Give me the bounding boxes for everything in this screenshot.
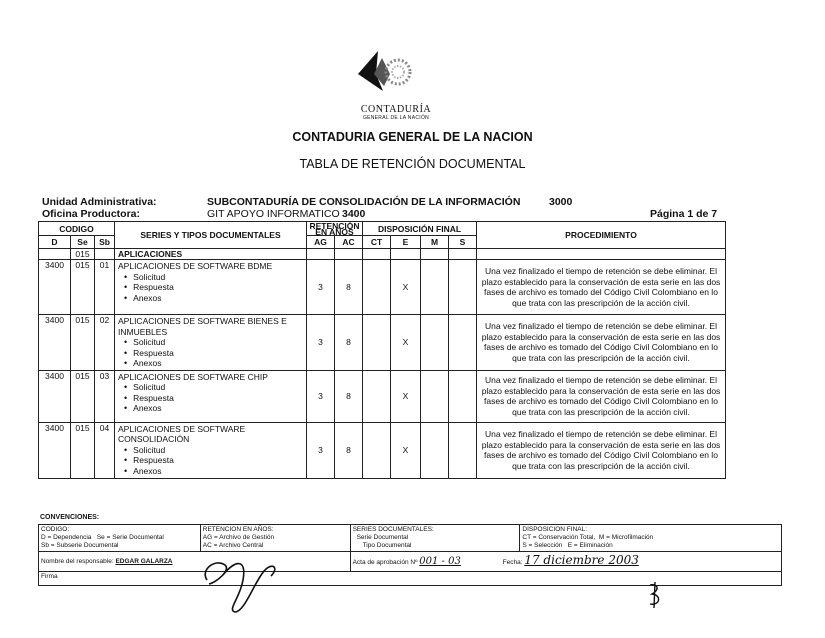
header-se: Se	[71, 236, 95, 249]
unit-code: 3000	[549, 196, 573, 208]
document-type: • Solicitud	[124, 382, 303, 393]
header-m: M	[421, 236, 449, 249]
conv-disposicion-ct: CT = Conservación Total	[522, 534, 594, 541]
office-value: GIT APOYO INFORMATICO	[207, 208, 340, 220]
row-d: 3400	[39, 260, 71, 315]
conv-series	[350, 525, 520, 552]
conventions-table	[38, 524, 782, 586]
table-row	[39, 315, 726, 371]
row-series	[115, 370, 307, 422]
header-e: E	[391, 236, 421, 249]
document-type: • Respuesta	[124, 282, 303, 293]
header-d: D	[39, 236, 71, 249]
row-series	[115, 422, 307, 478]
conv-codigo-sb: Sb = Subserie Documental	[41, 542, 119, 549]
row-se: 015	[71, 260, 95, 315]
document-type: • Respuesta	[124, 393, 303, 404]
header-sb: Sb	[95, 236, 115, 249]
unit-label: Unidad Administrativa:	[42, 196, 157, 208]
conv-disposicion-s: S = Selección	[522, 542, 563, 549]
row-ag: 3	[307, 370, 335, 422]
document-type: • Respuesta	[124, 348, 303, 359]
conv-disposicion-header: DISPOSICION FINAL:	[522, 526, 588, 533]
conv-disposicion: DISPOSICION FINAL: CT = Conservación Total, M = Microfilmación S = Selección E = Eliminación	[520, 525, 782, 552]
row-se: 015	[71, 315, 95, 371]
row-ag: 3	[307, 260, 335, 315]
responsable-label: Nombre del responsable:	[41, 557, 114, 565]
logo-emblem-icon	[338, 46, 448, 106]
row-procedure: Una vez finalizado el tiempo de retención se debe eliminar. El plazo establecido para la conservación de esta serie en las dos fases de archivo es tomado del Código Civil Colombiano en lo que trata con las prescripción de la acción civil.	[477, 315, 726, 371]
header-procedimiento: PROCEDIMIENTO	[477, 222, 726, 249]
office-code: 3400	[342, 208, 366, 220]
row-e: X	[391, 370, 421, 422]
series-name: APLICACIONES	[115, 249, 307, 260]
conv-acta	[350, 552, 781, 572]
conv-disposicion-m: M = Microfilmación	[598, 534, 654, 541]
row-ac: 8	[335, 260, 363, 315]
row-e: X	[391, 315, 421, 371]
table-row	[39, 422, 726, 478]
fecha-label: Fecha:	[502, 559, 523, 566]
conventions-title: CONVENCIONES:	[40, 514, 100, 521]
row-sb: 02	[95, 315, 115, 371]
logo-subtext: GENERAL DE LA NACIÓN	[362, 115, 430, 121]
logo-wordmark: CONTADURÍA	[360, 104, 432, 115]
handwritten-signature-icon	[195, 540, 285, 615]
acta-label: Acta de aprobación Nº	[352, 559, 418, 566]
series-row	[39, 249, 726, 260]
row-sb: 03	[95, 370, 115, 422]
acta-value: 001 - 03	[419, 556, 461, 567]
row-procedure: Una vez finalizado el tiempo de retención se debe eliminar. El plazo establecido para la conservación de esta serie en las dos fases de archivo es tomado del Código Civil Colombiano en lo que trata con las prescripción de la acción civil.	[477, 370, 726, 422]
page-indicator: Página 1 de 7	[650, 208, 718, 220]
conv-codigo-d: D = Dependencia	[41, 534, 92, 541]
header-retencion: RETENCIÓN EN AÑOS	[307, 222, 363, 236]
row-series	[115, 260, 307, 315]
header-disposicion: DISPOSICIÓN FINAL	[363, 222, 477, 236]
row-ac: 8	[335, 422, 363, 478]
header-series: SERIES Y TIPOS DOCUMENTALES	[115, 222, 307, 249]
conv-codigo-se: Se = Serie Documental	[96, 534, 164, 541]
unit-value: SUBCONTADURÍA DE CONSOLIDACIÓN DE LA INFORMACIÓN	[207, 196, 521, 208]
row-series	[115, 315, 307, 371]
subseries-name: APLICACIONES DE SOFTWARE BIENES E INMUEBLES	[118, 316, 287, 337]
row-d: 3400	[39, 315, 71, 371]
conv-retencion-header: RETENCION EN AÑOS:	[202, 526, 274, 533]
document-type: • Anexos	[124, 466, 303, 477]
table-row	[39, 370, 726, 422]
row-e: X	[391, 260, 421, 315]
document-type: • Anexos	[124, 403, 303, 414]
header-s: S	[449, 236, 477, 249]
contaduria-logo	[338, 46, 448, 126]
subseries-name: APLICACIONES DE SOFTWARE BDME	[118, 261, 273, 271]
document-type: • Anexos	[124, 358, 303, 369]
responsable-value: EDGAR GALARZA	[115, 557, 173, 565]
row-procedure: Una vez finalizado el tiempo de retención se debe eliminar. El plazo establecido para la conservación de esta serie en las dos fases de archivo es tomado del Código Civil Colombiano en lo que trata con las prescripción de la acción civil.	[477, 260, 726, 315]
conv-retencion-ac: AC = Archivo Central	[202, 542, 264, 549]
header-codigo: CODIGO	[39, 222, 115, 236]
header-ct: CT	[363, 236, 391, 249]
conv-firma	[39, 572, 782, 586]
row-d: 3400	[39, 422, 71, 478]
document-type: • Anexos	[124, 293, 303, 304]
row-sb: 01	[95, 260, 115, 315]
document-type: • Respuesta	[124, 455, 303, 466]
header-ac: AC	[335, 236, 363, 249]
document-type: • Solicitud	[124, 445, 303, 456]
series-code: 015	[71, 249, 95, 260]
fecha-value: 17 diciembre 2003	[524, 553, 639, 567]
subseries-name: APLICACIONES DE SOFTWARE CONSOLIDACIÓN	[118, 423, 246, 444]
firma-label: Firma	[41, 573, 58, 580]
row-sb: 04	[95, 422, 115, 478]
row-se: 015	[71, 370, 95, 422]
office-label: Oficina Productora:	[42, 208, 141, 220]
row-ag: 3	[307, 315, 335, 371]
document-type: • Solicitud	[124, 272, 303, 283]
conv-disposicion-e: E = Eliminación	[567, 542, 613, 549]
table-row	[39, 260, 726, 315]
row-ag: 3	[307, 422, 335, 478]
row-se: 015	[71, 422, 95, 478]
header-ag: AG	[307, 236, 335, 249]
document-title: CONTADURIA GENERAL DE LA NACION	[292, 130, 533, 144]
row-procedure: Una vez finalizado el tiempo de retención se debe eliminar. El plazo establecido para la conservación de esta serie en las dos fases de archivo es tomado del Código Civil Colombiano en lo que trata con las prescripción de la acción civil.	[477, 422, 726, 478]
conv-series-serie: Serie Documental	[356, 534, 409, 541]
initials-mark-icon	[640, 580, 670, 610]
subseries-name: APLICACIONES DE SOFTWARE CHIP	[118, 371, 268, 382]
retention-table	[38, 221, 726, 479]
row-e: X	[391, 422, 421, 478]
row-ac: 8	[335, 370, 363, 422]
conv-codigo-header: CODIGO:	[41, 526, 70, 533]
conv-retencion-ag: AG = Archivo de Gestión	[202, 534, 275, 541]
conv-codigo	[39, 525, 201, 552]
conv-series-tipo: Tipo Documental	[362, 542, 412, 549]
document-type: • Solicitud	[124, 337, 303, 348]
row-ac: 8	[335, 315, 363, 371]
conv-series-header: SERIES DOCUMENTALES:	[352, 526, 434, 533]
row-d: 3400	[39, 370, 71, 422]
document-subtitle: TABLA DE RETENCIÓN DOCUMENTAL	[299, 157, 526, 171]
